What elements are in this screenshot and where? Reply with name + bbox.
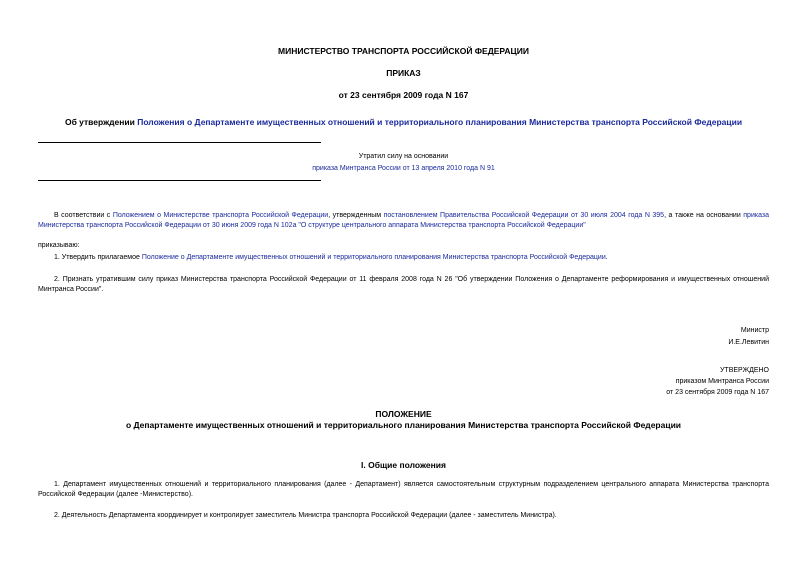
regulation-subtitle: о Департаменте имущественных отношений и территориального планирования Министерства транспорта Российской Федерации (125, 420, 682, 430)
approval-line-2: приказом Минтранса России (675, 378, 769, 385)
regulation-title: ПОЛОЖЕНИЕ (375, 409, 432, 419)
status-rule-top (38, 142, 321, 143)
preamble-link-order[interactable]: приказа Министерства транспорта Российской Федерации от 30 июня 2009 года N 102а "О структуре центрального аппарата Министерства транспорта Российской Федерации" (38, 212, 769, 229)
order-item-1 (38, 253, 769, 263)
order-item-1-text: 1. Утвердить прилагаемое (54, 254, 140, 261)
signature-title: Министр (740, 327, 769, 334)
signature-name: И.Е.Левитин (728, 339, 769, 346)
order-item-1-end: . (605, 254, 608, 261)
order-word: приказываю: (38, 242, 80, 249)
status-rule-bottom (38, 180, 321, 181)
status-line-1: Утратил силу на основании (358, 153, 449, 160)
preamble-text-3: , а также на основании (664, 212, 741, 219)
subject-link[interactable]: Положения о Департаменте имущественных отношений и территориального планирования Министерства транспорта Российской Федерации (137, 117, 743, 127)
doc-type-heading: ПРИКАЗ (386, 68, 421, 78)
regulation-item-1: 1. Департамент имущественных отношений и территориального планирования (далее - Департамент) является самостоятельным структурным подразделением центрального аппарата Министерства транспорта Российской Федерации (далее -Министерство). (38, 481, 769, 498)
subject-prefix: Об утверждении (64, 117, 135, 127)
regulation-item-2: 2. Деятельность Департамента координирует и контролирует заместитель Министра транспорта Российской Федерации (далее - заместитель Министра). (54, 512, 557, 519)
status-link[interactable]: приказа Минтранса России от 13 апреля 2010 года N 91 (312, 165, 495, 172)
approval-line-1: УТВЕРЖДЕНО (719, 367, 769, 374)
order-item-2: 2. Признать утратившим силу приказ Министерства транспорта Российской Федерации от 11 февраля 2008 года N 26 "Об утверждении Положения о Департаменте реформирования и имущественных отношений Минтранса России". (38, 276, 769, 293)
preamble-text-2: , утвержденным (328, 212, 382, 219)
preamble-link-regulation[interactable]: Положением о Министерстве транспорта Российской Федерации (112, 212, 329, 219)
preamble-link-resolution[interactable]: постановлением Правительства Российской Федерации от 30 июля 2004 года N 395 (383, 212, 665, 219)
preamble-text-1: В соответствии с (54, 212, 111, 219)
subject-heading (0, 117, 807, 127)
preamble-paragraph (38, 211, 769, 231)
approval-line-3: от 23 сентября 2009 года N 167 (666, 389, 769, 396)
ministry-heading: МИНИСТЕРСТВО ТРАНСПОРТА РОССИЙСКОЙ ФЕДЕРАЦИИ (278, 46, 529, 56)
order-item-1-link[interactable]: Положение о Департаменте имущественных отношений и территориального планирования Министерства транспорта Российской Федерации (141, 254, 606, 261)
doc-date-heading: от 23 сентября 2009 года N 167 (338, 90, 469, 100)
section-1-heading: I. Общие положения (361, 460, 446, 470)
